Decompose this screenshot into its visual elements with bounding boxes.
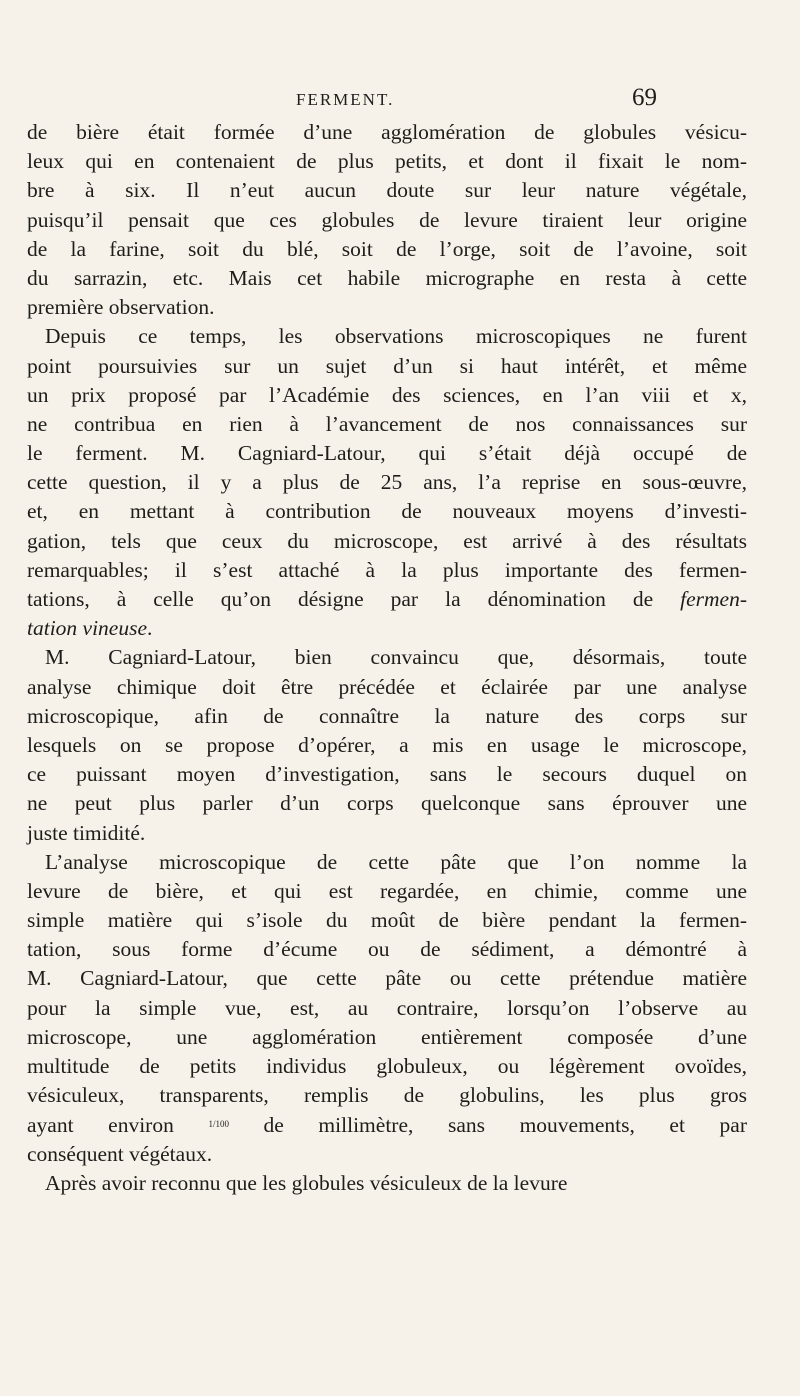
text-line: conséquent végétaux. (27, 1141, 213, 1166)
text-line: microscopique, afin de connaître la nature des corps sur (27, 703, 747, 728)
text-line: puisqu’il pensait que ces globules de levure tiraient leur origine (27, 207, 747, 232)
text-line: un prix proposé par l’Académie des sciences, en l’an viii et x, (27, 382, 747, 407)
text-line: ne peut plus parler d’un corps quelconque sans éprouver une (27, 791, 747, 816)
text-line: cette question, il y a plus de 25 ans, l’a reprise en sous-œuvre, (27, 470, 747, 495)
text-segment: . (147, 616, 153, 641)
text-line: gation, tels que ceux du microscope, est arrivé à des résultats (27, 528, 747, 553)
text-line-with-fraction (27, 1110, 747, 1139)
text-line: simple matière qui s’isole du moût de bière pendant la fermen- (27, 908, 747, 933)
text-line: de la farine, soit du blé, soit de l’orge, soit de l’avoine, soit (27, 236, 747, 261)
text-line: de bière était formée d’une agglomération de globules vésicu- (27, 120, 747, 144)
text-line: vésiculeux, transparents, remplis de globulins, les plus gros (27, 1083, 747, 1108)
text-line: remarquables; il s’est attaché à la plus importante des fermen- (27, 557, 747, 582)
text-line: bre à six. Il n’eut aucun doute sur leur nature végétale, (27, 178, 747, 203)
text-line: ne contribua en rien à l’avancement de nos connaissances sur (27, 411, 747, 436)
text-line: du sarrazin, etc. Mais cet habile micrographe en resta à cette (27, 265, 747, 290)
fraction: 1/100 (208, 1119, 229, 1130)
text-line: M. Cagniard-Latour, que cette pâte ou cette prétendue matière (27, 966, 747, 991)
text-line: analyse chimique doit être précédée et éclairée par une analyse (27, 674, 747, 699)
text-line: première observation. (27, 295, 215, 320)
body-text (27, 118, 747, 1198)
text-line: ce puissant moyen d’investigation, sans le secours duquel on (27, 762, 747, 787)
paragraph-start-line: Après avoir reconnu que les globules vésiculeux de la levure (45, 1170, 568, 1195)
text-line: le ferment. M. Cagniard-Latour, qui s’était déjà occupé de (27, 441, 747, 466)
page-number: 69 (632, 84, 657, 111)
text-line: point poursuivies sur un sujet d’un si haut intérêt, et même (27, 353, 747, 378)
text-line: juste timidité. (27, 820, 146, 845)
text-line-with-italic (27, 585, 747, 614)
paragraph-start-line: Depuis ce temps, les observations microscopiques ne furent (45, 324, 747, 349)
paragraph-start-line: L’analyse microscopique de cette pâte que l’on nomme la (45, 849, 747, 874)
running-title: FERMENT. (296, 90, 395, 109)
italic-term: fermen- (680, 587, 747, 611)
text-line: levure de bière, et qui est regardée, en chimie, comme une (27, 878, 747, 903)
text-line: leux qui en contenaient de plus petits, et dont il fixait le nom- (27, 149, 747, 174)
text-segment: de millimètre, sans mouvements, et par (263, 1113, 747, 1138)
text-line: multitude de petits individus globuleux, ou légèrement ovoïdes, (27, 1054, 747, 1078)
text-line: et, en mettant à contribution de nouveaux moyens d’investi- (27, 499, 747, 524)
text-line: lesquels on se propose d’opérer, a mis en usage le microscope, (27, 732, 747, 757)
text-segment: ayant environ (27, 1113, 174, 1138)
text-line: microscope, une agglomération entièrement composée d’une (27, 1024, 747, 1049)
text-segment: tations, à celle qu’on désigne par la dénomination de (27, 587, 681, 611)
paragraph-start-line: M. Cagniard-Latour, bien convaincu que, désormais, toute (45, 645, 747, 670)
text-line: tation, sous forme d’écume ou de sédiment, a démontré à (27, 937, 747, 962)
text-line: pour la simple vue, est, au contraire, lorsqu’on l’observe au (27, 995, 747, 1020)
italic-term: tation vineuse (27, 616, 148, 641)
running-head (0, 86, 800, 116)
text-line-with-italic (27, 614, 747, 643)
